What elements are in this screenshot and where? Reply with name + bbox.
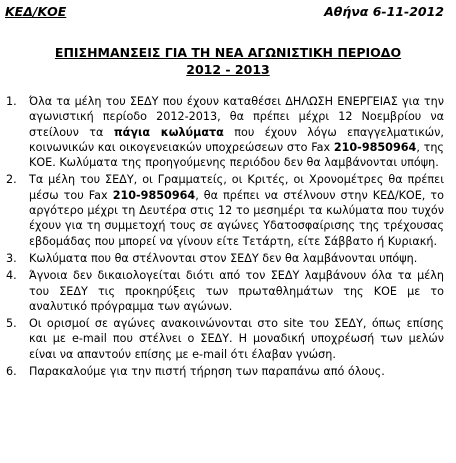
item-text: Τα μέλη του ΣΕΔΥ, οι Γραμματείς, οι Κριτές, οι Χρονομέτρες θα πρέπει μέσω του Fax xyxy=(29,173,444,202)
list-item xyxy=(4,94,444,170)
item-emphasis: πάγια κωλύματα xyxy=(113,125,224,139)
item-number: 4. xyxy=(6,269,17,283)
document-title xyxy=(0,44,456,78)
item-number: 3. xyxy=(6,251,17,265)
list-item xyxy=(4,268,444,314)
item-text: Οι ορισμοί σε αγώνες ανακοινώνονται στο site του ΣΕΔΥ, όπως επίσης και με e-mail που στέλνει ο ΣΕΔΥ. Η μοναδική υποχρέωσή των μελών είναι να απαντούν επίσης με e-mail ότι έλαβαν γνώση. xyxy=(29,317,444,361)
item-number: 5. xyxy=(6,317,17,331)
item-text: , θα πρέπει να στέλνουν στην ΚΕΔ/ΚΟΕ, το αργότερο μέχρι τη Δευτέρα στις 12 το μεσημέρι τα κωλύματα που τυχόν έχουν για τη συμμετοχή τους σε αγώνες Υδατοσφαίρισης της τρέχουσας εβδομάδας που μπορεί να γίνουν είτε Τετάρτη, είτε Σάββατο ή Κυριακή. xyxy=(29,188,444,248)
item-text: , της ΚΟΕ. Κωλύματα της προηγούμενης περιόδου δεν θα λαμβάνονται υπόψη. xyxy=(29,140,444,170)
list-item xyxy=(4,172,444,248)
item-number: 1. xyxy=(6,95,17,108)
document-date: Αθήνα 6-11-2012 xyxy=(324,4,444,19)
list-item xyxy=(4,251,444,266)
item-text: Παρακαλούμε για την πιστή τήρηση των παραπάνω από όλους. xyxy=(29,365,385,379)
item-number: 6. xyxy=(6,365,17,379)
title-line-1: ΕΠΙΣΗΜΑΝΣΕΙΣ ΓΙΑ ΤΗ ΝΕΑ ΑΓΩΝΙΣΤΙΚΗ ΠΕΡΙΟΔΟ xyxy=(54,45,402,60)
organization-name: ΚΕΔ/ΚΟΕ xyxy=(5,4,67,19)
item-number: 2. xyxy=(6,173,17,187)
item-text: Άγνοια δεν δικαιολογείται διότι από τον ΣΕΔΥ λαμβάνουν όλα τα μέλη του ΣΕΔΥ τις προκηρύξεις των πρωταθλημάτων της ΚΟΕ με το αναλυτικό πρόγραμμα των αγώνων. xyxy=(29,269,444,313)
list-item xyxy=(4,316,444,362)
fax-number: 210-9850964 xyxy=(112,188,196,202)
item-text: που έχουν λόγω επαγγελματικών, κοινωνικών και οικογενειακών υποχρεώσεων στο Fax xyxy=(29,125,444,154)
title-line-2: 2012 - 2013 xyxy=(186,62,270,77)
item-text: Όλα τα μέλη του ΣΕΔΥ που έχουν καταθέσει ΔΗΛΩΣΗ ΕΝΕΡΓΕΙΑΣ για την αγωνιστική περίοδο 2012-2013, θα πρέπει μέχρι 12 Νοεμβρίου να στείλουν τα xyxy=(29,95,444,139)
list-item xyxy=(4,364,444,379)
document-header xyxy=(0,4,456,20)
item-text: Κωλύματα που θα στέλνονται στον ΣΕΔΥ δεν θα λαμβάνονται υπόψη. xyxy=(29,251,418,265)
fax-number: 210-9850964 xyxy=(333,140,417,154)
notice-list xyxy=(4,94,444,381)
